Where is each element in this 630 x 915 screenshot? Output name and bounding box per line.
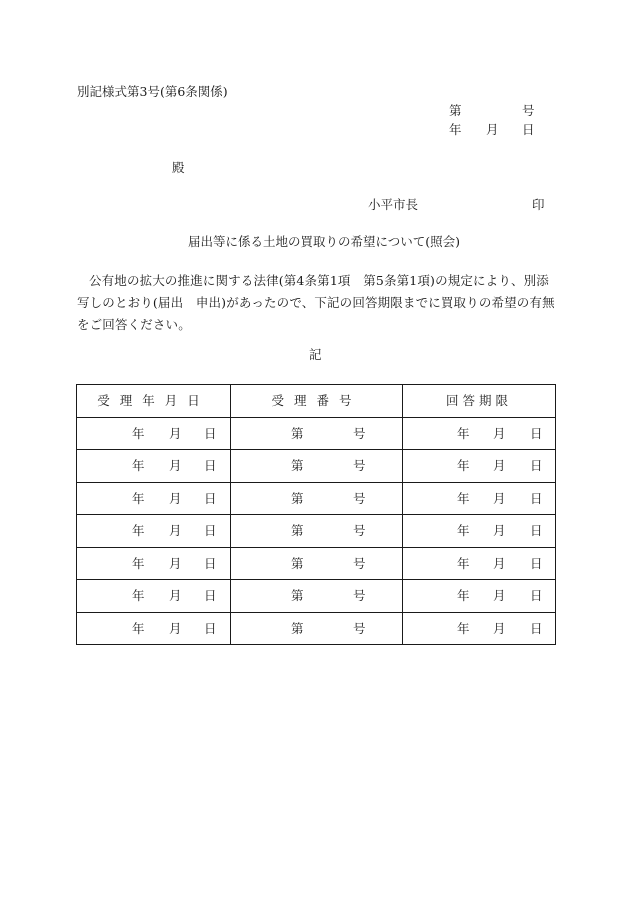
receipt-number-prefix-label: 第: [291, 620, 304, 636]
document-title: 届出等に係る土地の買取りの希望について(照会): [188, 234, 461, 249]
receipt-date-day-label: 日: [204, 555, 217, 571]
receipt-number-suffix-label: 号: [353, 620, 366, 636]
reply-deadline-year-label: 年: [457, 523, 470, 538]
reply-deadline-year-label: 年: [457, 555, 470, 571]
receipt-date-day-label: 日: [204, 588, 217, 603]
reply-deadline-month-label: 月: [493, 458, 506, 473]
receipt-date-month-label: 月: [169, 523, 182, 538]
receipt-number-cell: [231, 482, 403, 515]
reply-deadline-day-label: 日: [530, 620, 543, 636]
table-row: [77, 612, 556, 645]
reply-deadline-month-label: 月: [493, 490, 506, 506]
doc-number-prefix: 第: [449, 103, 462, 118]
receipt-date-month-label: 月: [169, 588, 182, 603]
reply-deadline-cell: [403, 547, 556, 580]
receipt-date-year-label: 年: [132, 523, 145, 538]
receipt-date-year-label: 年: [132, 425, 145, 441]
receipt-date-year-label: 年: [132, 458, 145, 473]
reply-deadline-year-label: 年: [457, 620, 470, 636]
receipt-date-cell: [77, 612, 231, 645]
receipt-date-month-label: 月: [169, 555, 182, 571]
receipt-date-day-label: 日: [204, 523, 217, 538]
receipt-date-month-label: 月: [169, 490, 182, 506]
receipt-date-month-label: 月: [169, 425, 182, 441]
doc-date-year: 年: [449, 122, 462, 137]
receipt-date-day-label: 日: [204, 620, 217, 636]
table-row: [77, 417, 556, 450]
receipt-date-cell: [77, 547, 231, 580]
reply-deadline-cell: [403, 580, 556, 613]
receipt-number-suffix-label: 号: [353, 490, 366, 506]
sender-seal: 印: [532, 197, 545, 212]
receipt-date-cell: [77, 580, 231, 613]
receipt-number-cell: [231, 547, 403, 580]
reply-deadline-month-label: 月: [493, 425, 506, 441]
receipt-date-year-label: 年: [132, 490, 145, 506]
receipt-number-cell: [231, 515, 403, 548]
reply-deadline-day-label: 日: [530, 490, 543, 506]
doc-date-month: 月: [486, 122, 499, 137]
header-receipt-date: 受理年月日: [77, 385, 231, 418]
receipt-date-year-label: 年: [132, 588, 145, 603]
reply-deadline-month-label: 月: [493, 620, 506, 636]
reply-deadline-year-label: 年: [457, 425, 470, 441]
header-reply-deadline: 回答期限: [403, 385, 556, 418]
table-row: [77, 482, 556, 515]
reply-deadline-cell: [403, 450, 556, 483]
form-label: 別記様式第3号(第6条関係): [77, 84, 228, 99]
receipt-number-prefix-label: 第: [291, 458, 304, 473]
receipt-number-suffix-label: 号: [353, 523, 366, 538]
receipt-date-cell: [77, 515, 231, 548]
doc-number-suffix: 号: [522, 103, 535, 118]
receipt-number-cell: [231, 612, 403, 645]
sender-name: 小平市長: [368, 197, 419, 212]
receipt-number-suffix-label: 号: [353, 425, 366, 441]
reply-deadline-cell: [403, 482, 556, 515]
receipt-number-suffix-label: 号: [353, 588, 366, 603]
receipt-date-day-label: 日: [204, 458, 217, 473]
receipt-number-suffix-label: 号: [353, 555, 366, 571]
reply-deadline-day-label: 日: [530, 588, 543, 603]
body-paragraph: 公有地の拡大の推進に関する法律(第4条第1項 第5条第1項)の規定により、別添写しのとおり(届出 申出)があったので、下記の回答期限までに買取りの希望の有無をご回答ください。: [77, 273, 555, 332]
reply-deadline-cell: [403, 612, 556, 645]
receipt-date-month-label: 月: [169, 458, 182, 473]
receipt-number-prefix-label: 第: [291, 490, 304, 506]
receipt-date-year-label: 年: [132, 555, 145, 571]
table-row: [77, 450, 556, 483]
receipt-date-day-label: 日: [204, 425, 217, 441]
receipt-number-prefix-label: 第: [291, 588, 304, 603]
header-receipt-number: 受理番号: [231, 385, 403, 418]
receipt-date-cell: [77, 482, 231, 515]
receipt-date-month-label: 月: [169, 620, 182, 636]
records-table: [76, 384, 556, 645]
receipt-number-suffix-label: 号: [353, 458, 366, 473]
reply-deadline-month-label: 月: [493, 555, 506, 571]
reply-deadline-cell: [403, 417, 556, 450]
receipt-date-day-label: 日: [204, 490, 217, 506]
receipt-number-cell: [231, 450, 403, 483]
table-row: [77, 580, 556, 613]
reply-deadline-month-label: 月: [493, 523, 506, 538]
doc-date-day: 日: [522, 122, 535, 137]
reply-deadline-day-label: 日: [530, 458, 543, 473]
recipient-honorific: 殿: [172, 160, 185, 175]
reply-deadline-cell: [403, 515, 556, 548]
table-header-row: [77, 385, 556, 418]
receipt-number-prefix-label: 第: [291, 523, 304, 538]
receipt-number-prefix-label: 第: [291, 425, 304, 441]
reply-deadline-year-label: 年: [457, 458, 470, 473]
reply-deadline-day-label: 日: [530, 425, 543, 441]
reply-deadline-day-label: 日: [530, 555, 543, 571]
receipt-number-cell: [231, 417, 403, 450]
table-row: [77, 547, 556, 580]
receipt-number-cell: [231, 580, 403, 613]
receipt-date-cell: [77, 450, 231, 483]
reply-deadline-month-label: 月: [493, 588, 506, 603]
table-row: [77, 515, 556, 548]
reply-deadline-year-label: 年: [457, 490, 470, 506]
receipt-date-year-label: 年: [132, 620, 145, 636]
receipt-date-cell: [77, 417, 231, 450]
reply-deadline-day-label: 日: [530, 523, 543, 538]
ki-heading: 記: [309, 347, 322, 362]
receipt-number-prefix-label: 第: [291, 555, 304, 571]
reply-deadline-year-label: 年: [457, 588, 470, 603]
